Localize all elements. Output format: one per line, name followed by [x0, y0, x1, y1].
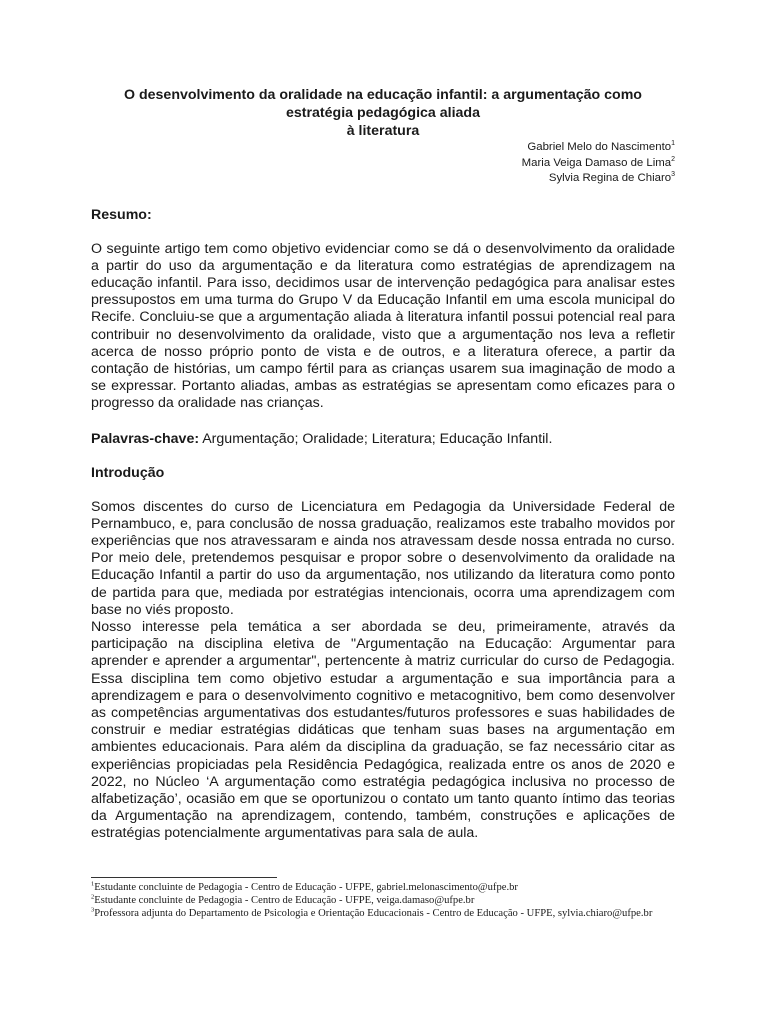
introducao-paragraph-2: Nosso interesse pela temática a ser abordada se deu, primeiramente, através da participação na disciplina eletiva de "Argumentação na Educação: Argumentar para aprender e aprender a argumentar", pertencente à matriz curricular do curso de Pedagogia. Essa disciplina tem como objetivo estudar a argumentação e sua importância para a aprendizagem e para o desenvolvimento cognitivo e metacognitivo, bem como desenvolver as competências argumentativas dos estudantes/futuros professores e suas habilidades de construir e mediar estratégias didáticas que tenham suas bases na argumentação em ambientes educacionais. Para além da disciplina da graduação, se faz necessário citar as experiências propiciadas pela Residência Pedagógica, realizada entre os anos de 2020 e 2022, no Núcleo ‘A argumentação como estratégia pedagógica inclusiva no processo de alfabetização’, ocasião em que se oportunizou o contato um tanto quanto íntimo das teorias da Argumentação na aprendizagem, contendo, também, construções e aplicações de estratégias potencialmente argumentativas para sala de aula. [91, 618, 675, 842]
footnotes [91, 881, 675, 920]
paper-title [91, 86, 675, 140]
footnote-3 [91, 907, 675, 920]
footnote-mark: 2 [671, 155, 675, 163]
keywords-label: Palavras-chave: [91, 430, 200, 447]
title-line-2: estratégia pedagógica aliada [286, 105, 480, 121]
footnote-text: Professora adjunta do Departamento de Psicologia e Orientação Educacionais - Centro de Educação - UFPE, sylvia.chiaro@ufpe.br [94, 908, 653, 919]
footnote-mark: 1 [671, 140, 675, 148]
keywords-text: Argumentação; Oralidade; Literatura; Educação Infantil. [199, 430, 553, 447]
author-1 [91, 140, 675, 156]
footnote-mark: 3 [91, 906, 95, 914]
introducao-paragraph-1: Somos discentes do curso de Licenciatura em Pedagogia da Universidade Federal de Pernambuco, e, para conclusão de nossa graduação, realizamos este trabalho movidos por experiências que nos atravessaram e ainda nos atravessam desde nossa entrada no curso. Por meio dele, pretendemos pesquisar e propor sobre o desenvolvimento da oralidade na Educação Infantil a partir do uso da argumentação, nos utilizando da literatura como ponto de partida para que, mediada por estratégias intencionais, ocorra uma aprendizagem com base no viés proposto. [91, 498, 675, 618]
footnote-mark: 1 [91, 880, 95, 888]
footnote-1 [91, 881, 675, 894]
footnote-text: Estudante concluinte de Pedagogia - Centro de Educação - UFPE, veiga.damaso@ufpe.br [94, 895, 475, 906]
paper-page [91, 86, 675, 843]
title-line-3: à literatura [346, 123, 420, 139]
keywords [91, 430, 675, 448]
author-2 [91, 156, 675, 172]
footnote-text: Estudante concluinte de Pedagogia - Centro de Educação - UFPE, gabriel.melonascimento@ufpe.br [94, 882, 518, 893]
footnote-mark: 3 [671, 171, 675, 179]
footnote-divider [91, 877, 277, 878]
footnote-2 [91, 894, 675, 907]
author-name: Maria Veiga Damaso de Lima [521, 156, 672, 169]
author-3 [91, 171, 675, 187]
author-name: Gabriel Melo do Nascimento [527, 141, 672, 153]
introducao-heading: Introdução [91, 464, 165, 481]
author-name: Sylvia Regina de Chiaro [548, 172, 672, 184]
resumo-heading: Resumo: [91, 206, 152, 223]
title-line-1: O desenvolvimento da oralidade na educação infantil: a argumentação como [124, 87, 642, 103]
footnote-mark: 2 [91, 893, 95, 901]
resumo-paragraph: O seguinte artigo tem como objetivo evidenciar como se dá o desenvolvimento da oralidade a partir do uso da argumentação e da literatura como estratégias de aprendizagem na educação infantil. Para isso, decidimos usar de intervenção pedagógica para analisar estes pressupostos em uma turma do Grupo V da Educação Infantil em uma escola municipal do Recife. Concluiu-se que a argumentação aliada à literatura infantil possui potencial real para contribuir no desenvolvimento da oralidade, visto que a argumentação nos leva a refletir acerca de nosso próprio ponto de vista e de outros, e a literatura oferece, a partir da contação de histórias, um campo fértil para as crianças usarem sua imaginação de modo a se expressar. Portanto aliadas, ambas as estratégias se apresentam como eficazes para o progresso da oralidade nas crianças. [91, 240, 675, 412]
author-list [91, 140, 675, 187]
